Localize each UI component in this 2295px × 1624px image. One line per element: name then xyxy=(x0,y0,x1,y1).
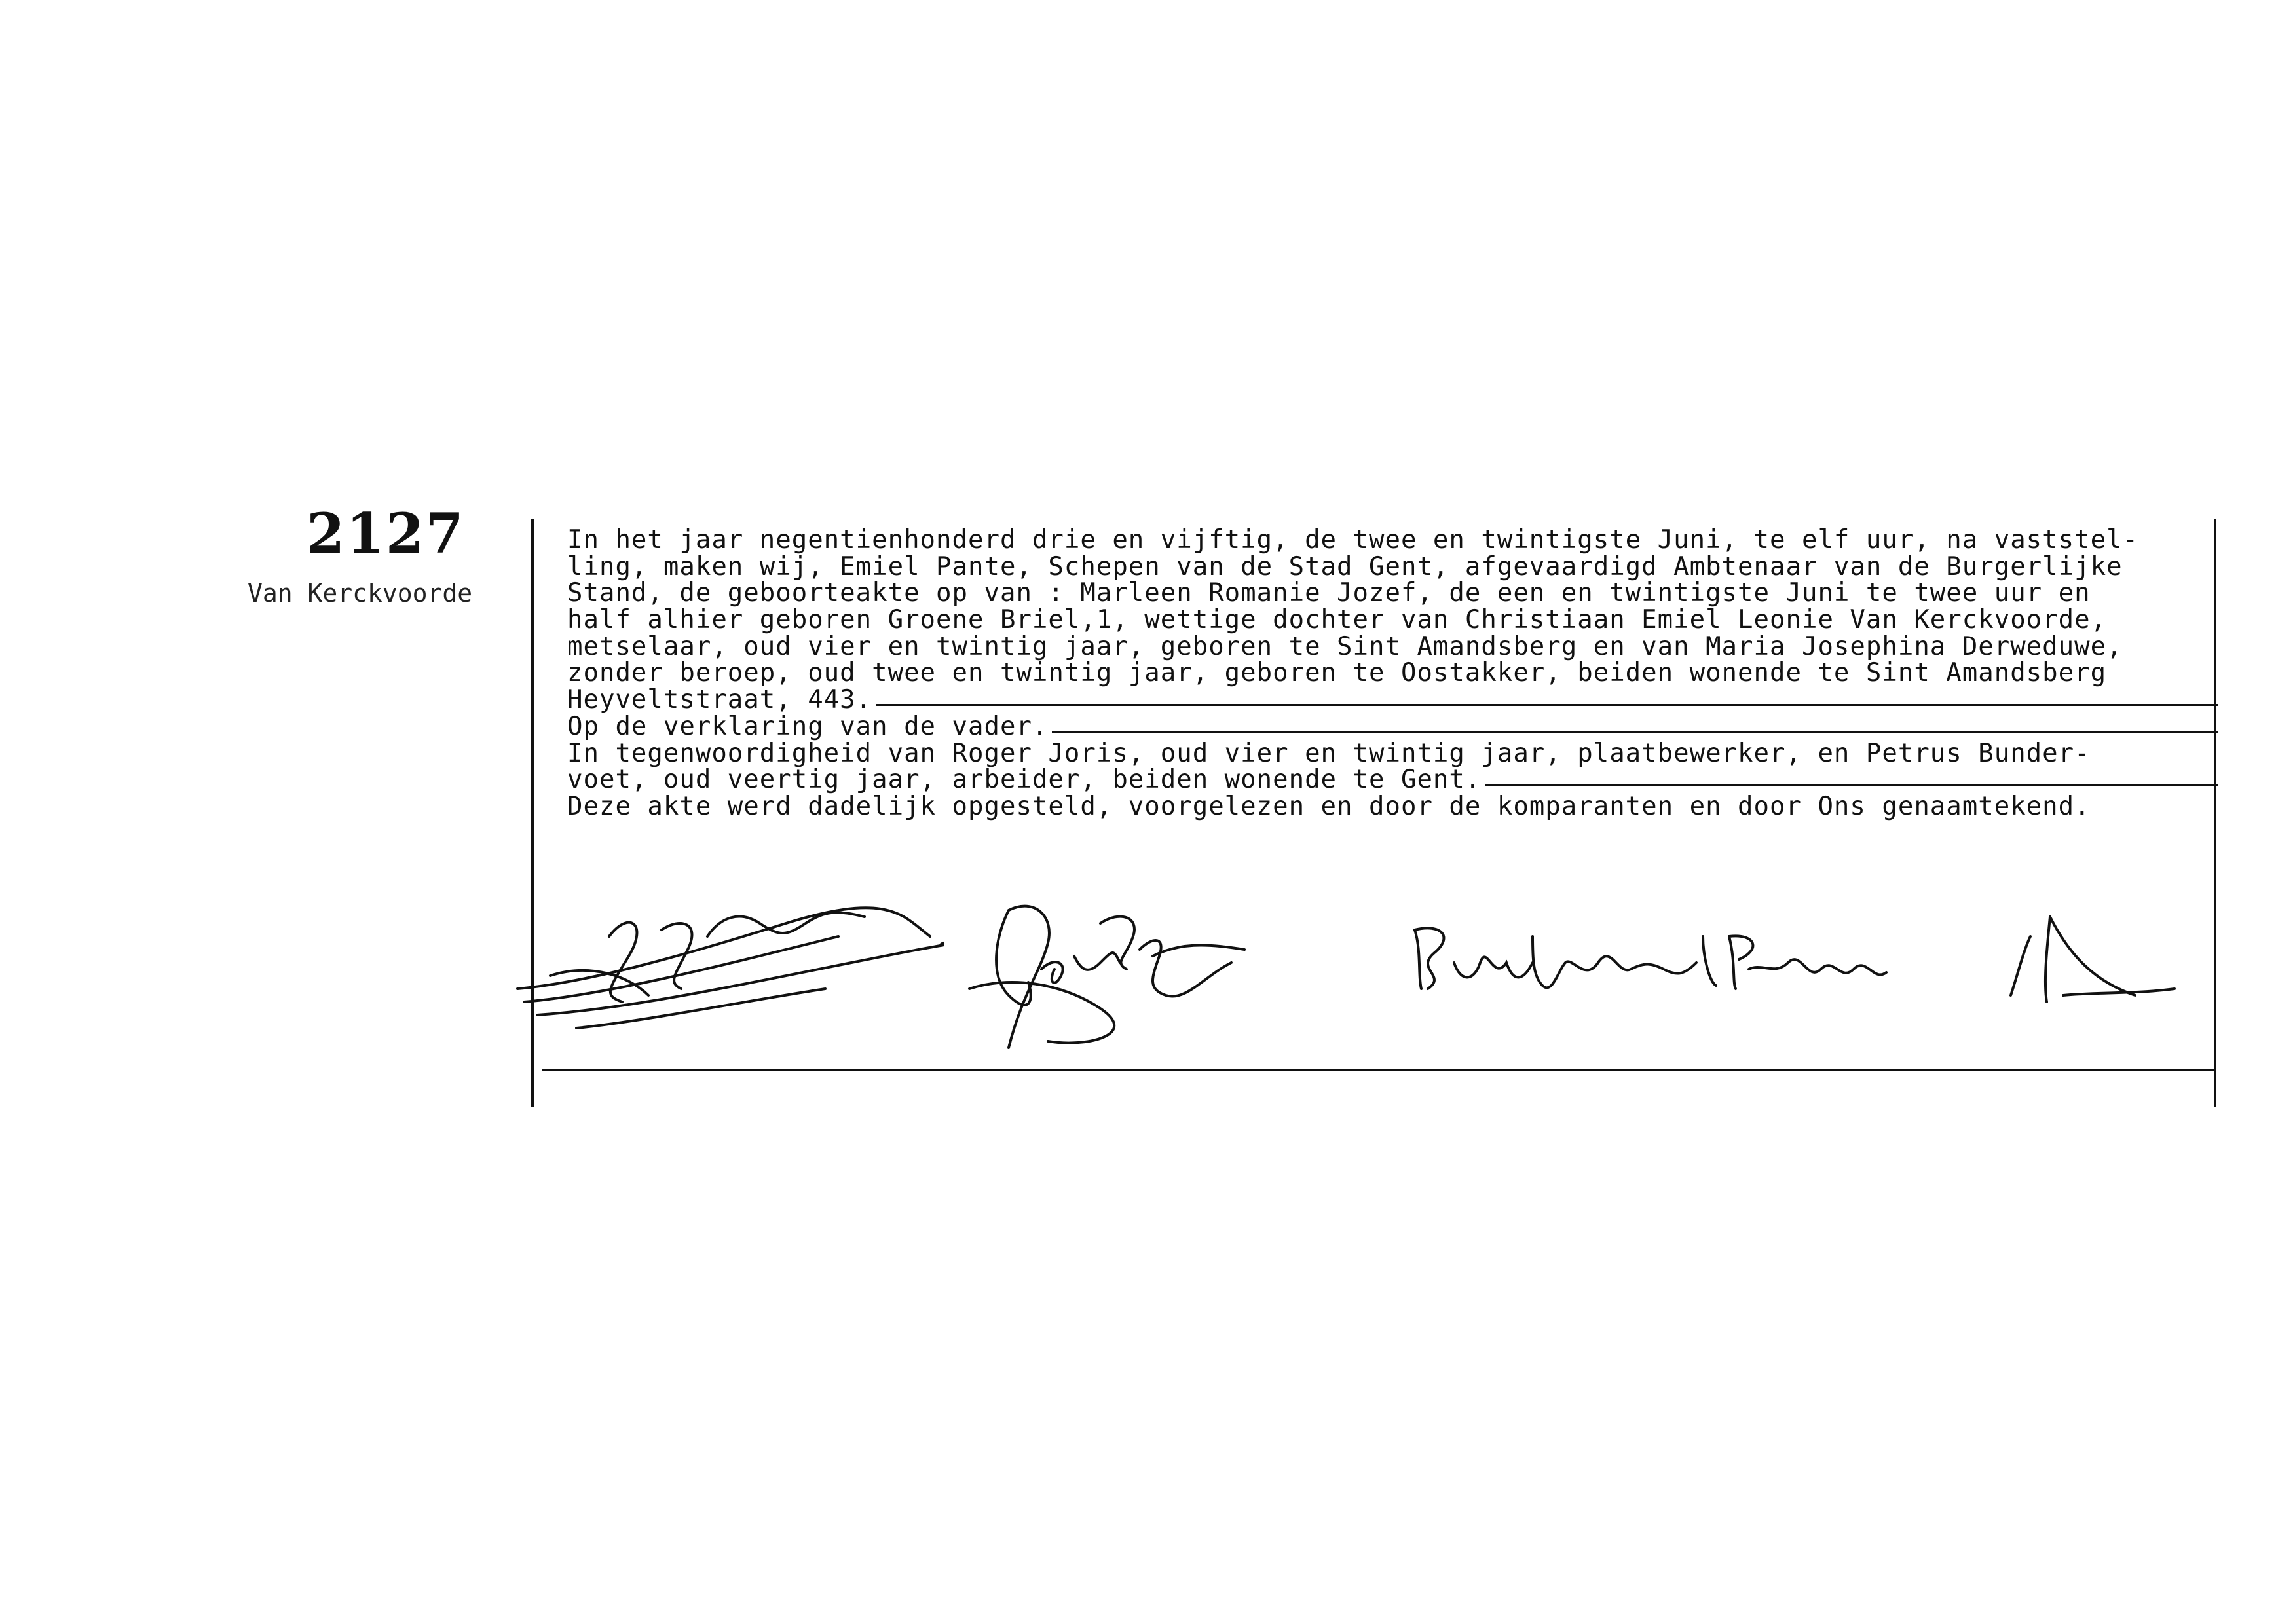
filler-line xyxy=(1485,784,2218,786)
text-line: Heyveltstraat, 443. xyxy=(567,687,2218,714)
signature-joris xyxy=(969,906,1244,1048)
filler-line xyxy=(1052,731,2218,733)
text-line: In tegenwoordigheid van Roger Joris, oud vier en twintig jaar, plaatbewerker, en Petrus Bunder- xyxy=(567,738,2091,768)
act-number: 2127 xyxy=(307,501,465,566)
text-line: In het jaar negentienhonderd drie en vijftig, de twee en twintigste Juni, te elf uur, na vaststel- xyxy=(567,525,2139,555)
signature-bundervoet xyxy=(1415,928,1886,989)
filler-line xyxy=(876,704,2218,706)
text-line: Op de verklaring van de vader. xyxy=(567,714,2218,741)
margin-surname: Van Kerckvoorde xyxy=(248,579,473,608)
text-line: zonder beroep, oud twee en twintig jaar, geboren te Oostakker, beiden wonende te Sint Amandsberg xyxy=(567,658,2107,688)
act-text xyxy=(567,527,2218,821)
text-line: voet, oud veertig jaar, arbeider, beiden wonende te Gent. xyxy=(567,767,2218,794)
text-line: Deze akte werd dadelijk opgesteld, voorgelezen en door de komparanten en door Ons genaamtekend. xyxy=(567,791,2091,821)
text-line: ling, maken wij, Emiel Pante, Schepen van de Stad Gent, afgevaardigd Ambtenaar van de Burgerlijke xyxy=(567,551,2123,581)
text-line: metselaar, oud vier en twintig jaar, geboren te Sint Amandsberg en van Maria Josephina Derweduwe, xyxy=(567,631,2123,661)
bottom-border-line xyxy=(542,1069,2214,1071)
signature-officer xyxy=(517,908,943,1028)
text-line: half alhier geboren Groene Briel,1, wettige dochter van Christiaan Emiel Leonie Van Kerckvoorde, xyxy=(567,605,2107,635)
signature-registrar xyxy=(2011,917,2174,1002)
text-line: Stand, de geboorteakte op van : Marleen Romanie Jozef, de een en twintigste Juni te twee uur en xyxy=(567,578,2091,608)
signatures-area xyxy=(511,897,2214,1067)
